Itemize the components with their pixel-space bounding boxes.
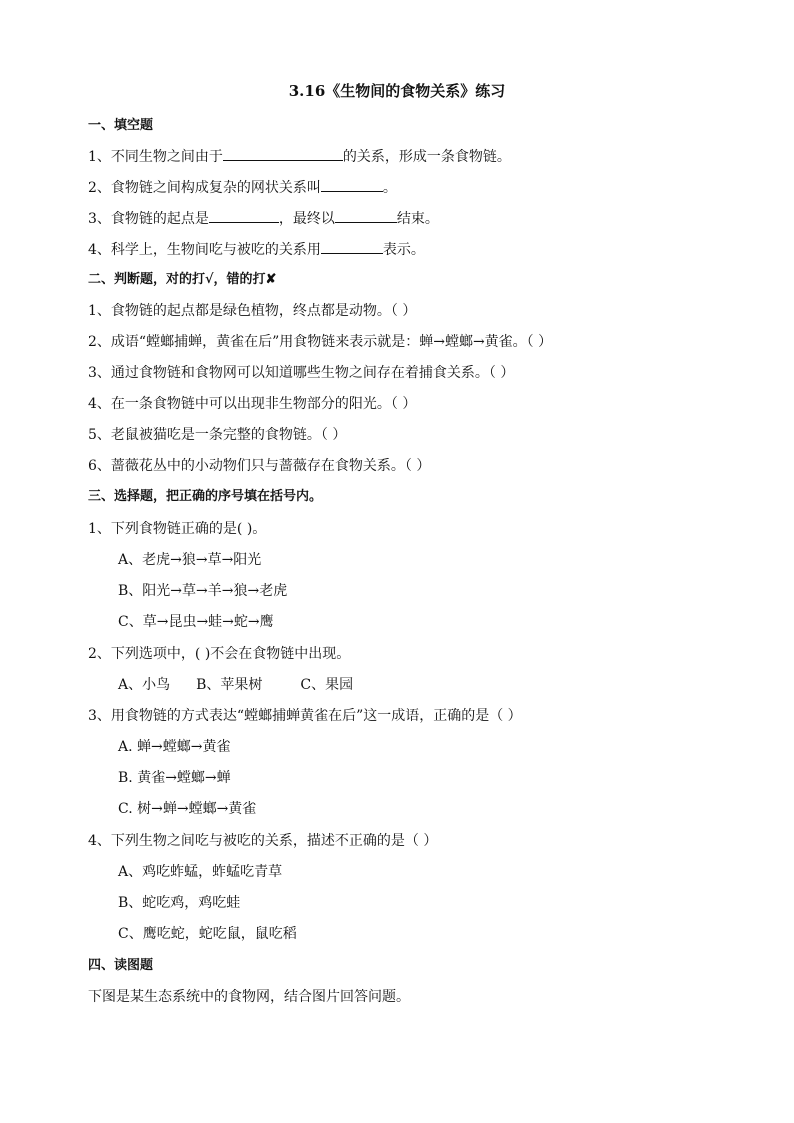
judge-question: 6、蔷薇花丛中的小动物们只与蔷薇存在食物关系。（ ）	[88, 458, 431, 474]
choice-option: B、蛇吃鸡，鸡吃蛙	[118, 895, 241, 911]
fill-question-3	[88, 210, 439, 227]
section-heading-true-false: 二、判断题，对的打√，错的打✘	[88, 272, 277, 287]
choice-question-2: 2、下列选项中，( )不会在食物链中出现。	[88, 646, 351, 662]
answer-blank[interactable]	[321, 179, 383, 192]
choice-option: B. 黄雀→螳螂→蝉	[118, 770, 231, 786]
choice-option: A、鸡吃蚱蜢，蚱蜢吃青草	[118, 864, 283, 880]
question-text: 的关系，形成一条食物链。	[342, 149, 511, 165]
question-text: 1、不同生物之间由于	[88, 149, 223, 165]
choice-question-3: 3、用食物链的方式表达“螳螂捕蝉黄雀在后”这一成语，正确的是（ ）	[88, 708, 522, 724]
answer-blank[interactable]	[223, 148, 343, 161]
judge-question: 3、通过食物链和食物网可以知道哪些生物之间存在着捕食关系。（ ）	[88, 365, 515, 381]
choice-option: B、阳光→草→羊→狼→老虎	[118, 583, 288, 599]
question-text: 2、食物链之间构成复杂的网状关系叫	[88, 180, 321, 196]
question-text: 3、食物链的起点是	[88, 211, 209, 227]
judge-question: 1、食物链的起点都是绿色植物，终点都是动物。（ ）	[88, 303, 417, 319]
diagram-intro: 下图是某生态系统中的食物网，结合图片回答问题。	[88, 989, 410, 1005]
section-heading-diagram: 四、读图题	[88, 958, 154, 973]
answer-blank[interactable]	[335, 210, 397, 223]
question-text: 4、科学上，生物间吃与被吃的关系用	[88, 242, 321, 258]
choice-option: A. 蝉→螳螂→黄雀	[118, 739, 231, 755]
question-text: 结束。	[396, 211, 439, 227]
answer-blank[interactable]	[209, 210, 279, 223]
question-text: 。	[382, 180, 397, 196]
judge-question: 5、老鼠被猫吃是一条完整的食物链。（ ）	[88, 427, 347, 443]
choice-option: C、鹰吃蛇，蛇吃鼠，鼠吃稻	[118, 926, 297, 942]
choice-option: A、老虎→狼→草→阳光	[118, 552, 262, 568]
choice-option: A、小鸟	[118, 677, 171, 693]
fill-question-2	[88, 179, 397, 196]
fill-question-4	[88, 241, 425, 258]
choice-option-row	[118, 677, 353, 693]
section-heading-fill-in: 一、填空题	[88, 118, 154, 133]
choice-option: B、苹果树	[196, 677, 263, 693]
choice-question-1: 1、下列食物链正确的是( )。	[88, 521, 267, 537]
page-title: 3.16《生物间的食物关系》练习	[288, 82, 506, 100]
section-heading-multiple-choice: 三、选择题，把正确的序号填在括号内。	[88, 489, 323, 504]
question-text: 表示。	[382, 242, 425, 258]
judge-question: 2、成语“螳螂捕蝉，黄雀在后”用食物链来表示就是：蝉→螳螂→黄雀。（ ）	[88, 334, 553, 350]
choice-option: C、草→昆虫→蛙→蛇→鹰	[118, 614, 274, 630]
answer-blank[interactable]	[321, 241, 383, 254]
judge-question: 4、在一条食物链中可以出现非生物部分的阳光。（ ）	[88, 396, 417, 412]
choice-question-4: 4、下列生物之间吃与被吃的关系，描述不正确的是（ ）	[88, 833, 438, 849]
choice-option: C、果园	[300, 677, 354, 693]
fill-question-1	[88, 148, 511, 165]
choice-option: C. 树→蝉→螳螂→黄雀	[118, 801, 257, 817]
question-text: ，最终以	[278, 211, 335, 227]
